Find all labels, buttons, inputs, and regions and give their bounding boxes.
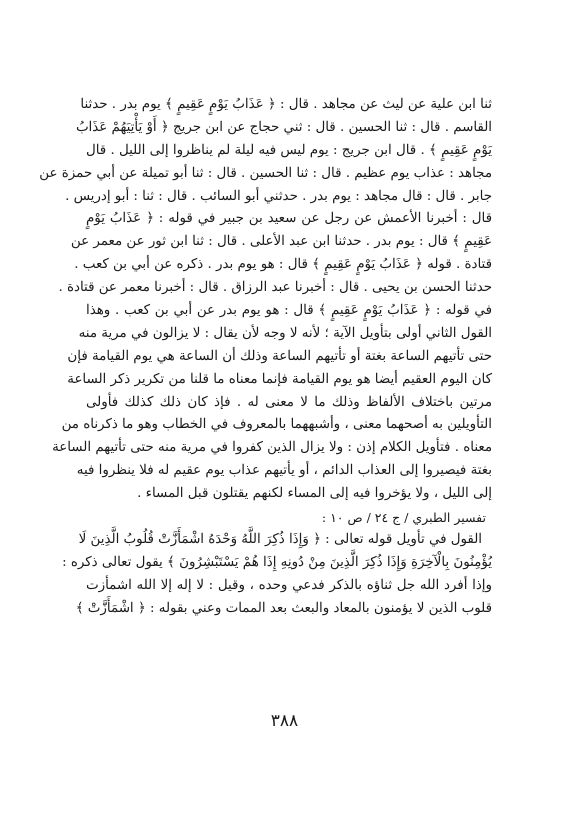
text-line: قلوب الذين لا يؤمنون بالمعاد والبعث بعد الممات وعني بقوله : ﴿ اشْمَأَزَّتْ ﴾ (75, 600, 492, 616)
text-line: مرتين باختلاف الألفاظ وذلك ما لا معنى له . فإذ كان ذلك كذلك فأولى (86, 394, 492, 410)
page-number: ٣٨٨ (270, 711, 299, 731)
text-line: إلى الليل ، ولا يؤخروا فيه إلى المساء لكنهم يقتلون قبل المساء . (137, 486, 492, 502)
text-line: وإذا أفرد الله جل ثناؤه بالذكر فدعي وحده ، وقيل : لا إله إلا الله اشمأزت (86, 577, 492, 593)
text-line: معناه . فتأويل الكلام إذن : ولا يزال الذين كفروا في مرية منه حتى تأتيهم الساعة (52, 440, 492, 456)
text-line: القول في تأويل قوله تعالى : ﴿ وَإِذَا ذُكِرَ اللَّهُ وَحْدَهُ اشْمَأَزَّتْ قُلُوبُ الَّذِينَ لَا (78, 532, 482, 548)
text-line: يَوْمٍ عَقِيمٍ ﴾ . قال ابن جريج : يوم ليس فيه ليلة لم يناظروا إلى الليل . قال (86, 142, 492, 158)
text-block (39, 94, 492, 621)
text-line: بغتة فيصيروا إلى العذاب الدائم ، أو يأتيهم عذاب يوم عقيم له فلا ينظروا فيه (76, 463, 492, 479)
text-line: حدثنا الحسن بن يحيى . قال : أخبرنا عبد الرزاق . قال : أخبرنا معمر عن قتادة . (58, 280, 492, 296)
text-line: قتادة . قوله ﴿ عَذَابُ يَوْمٍ عَقِيمٍ ﴾ قال : هو يوم بدر . ذكره عن أبي بن كعب . (74, 257, 492, 273)
text-line: كان اليوم العقيم أيضا هو يوم القيامة فإنما معناه ما قلنا من تكرير ذكر الساعة (67, 371, 492, 387)
text-line: مجاهد : عذاب يوم عظيم . قال : ثنا الحسين . قال : ثنا أبو تميلة عن أبي حمزة عن (39, 165, 492, 181)
text-line: القاسم . قال : ثنا الحسين . قال : ثني حجاج عن ابن جريج ﴿ أَوْ يَأْتِيَهُمْ عَذَابُ (75, 119, 492, 135)
text-line: قال : أخبرنا الأعمش عن رجل عن سعيد بن جبير في قوله : ﴿ عَذَابُ يَوْمٍ (86, 211, 492, 227)
text-line: جابر . قال : قال مجاهد : يوم بدر . حدثني أبو السائب . قال : ثنا : أبو إدريس . (65, 188, 492, 204)
source-reference: تفسير الطبري / ج ٢٤ / ص ١٠ : (321, 510, 486, 526)
text-line: في قوله : ﴿ عَذَابُ يَوْمٍ عَقِيمٍ ﴾ قال : هو يوم بدر عن أبي بن كعب . وهذا (86, 303, 492, 319)
text-line: يُؤْمِنُونَ بِالْآخِرَةِ وَإِذَا ذُكِرَ الَّذِينَ مِنْ دُونِهِ إِذَا هُمْ يَسْتَبْشِرُونَ ﴾ يقول تعالى ذكره : (62, 554, 492, 570)
text-line: ثنا ابن علية عن ليث عن مجاهد . قال : ﴿ عَذَابُ يَوْمٍ عَقِيمٍ ﴾ يوم بدر . حدثنا (80, 97, 492, 112)
paragraph-2 (62, 529, 492, 621)
text-line: القول الثاني أولى بتأويل الآية ؛ لأنه لا وجه لأن يقال : لا يزالون في مرية منه (78, 325, 492, 341)
text-line: التأويلين به أصحهما معنى ، وأشبههما بالمعروف في الخطاب وهو ما ذكرناه من (61, 417, 492, 433)
paragraph-1 (39, 94, 492, 506)
text-line: عَقِيمٍ ﴾ قال : يوم بدر . حدثنا ابن عبد الأعلى . قال : ثنا ابن ثور عن معمر عن (70, 234, 492, 250)
text-line: حتى تأتيهم الساعة بغتة أو تأتيهم الساعة وذلك أن الساعة هي يوم القيامة فإن (67, 348, 492, 364)
